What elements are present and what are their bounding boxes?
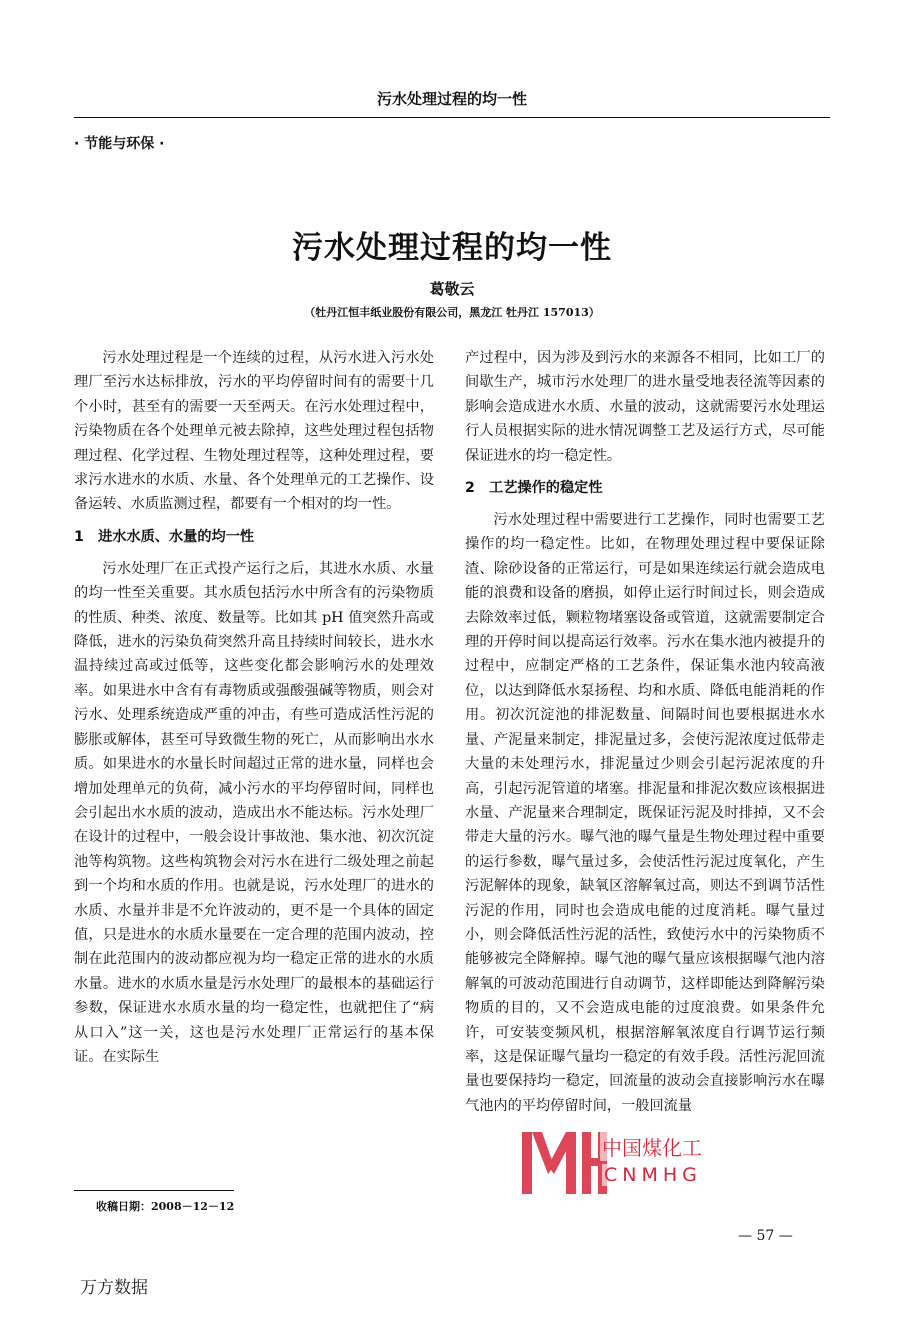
received-date-footnote: 收稿日期：2008－12－12 [96,1200,235,1213]
watermark-logo-icon [520,1130,608,1196]
section-2-heading [465,476,825,500]
section-2-title: 工艺操作的稳定性 [489,480,603,497]
section-1-paragraph-continued: 产过程中，因为涉及到污水的来源各不相同，比如工厂的间歇生产，城市污水处理厂的进水量受地表径流等因素的影响会造成进水水质、水量的波动，这就需要污水处理运行人员根据实际的进水情况调整工艺及运行方式，尽可能保证进水的均一稳定性。 [465,350,825,464]
article-title: 污水处理过程的均一性 [292,229,612,266]
running-header: 污水处理过程的均一性 [376,90,527,108]
watermark-cn-text: 中国煤化工 [600,1132,704,1161]
section-1-title: 进水水质、水量的均一性 [98,528,255,545]
section-1-number: 1 [74,528,84,545]
left-column [74,346,434,1069]
affiliation: （牡丹江恒丰纸业股份有限公司，黑龙江 牡丹江 157013） [304,306,600,319]
header-rule [74,117,830,118]
section-2-paragraph: 污水处理过程中需要进行工艺操作，同时也需要工艺操作的均一稳定性。比如，在物理处理过程中要保证除渣、除砂设备的正常运行，可是如果连续运行就会造成电能的浪费和设备的磨损，如停止运行时间过长，则会造成去除效率过低，颗粒物堵塞设备或管道，这就需要制定合理的开停时间以提高运行效率。污水在集水池内被提升的过程中，应制定严格的工艺条件，保证集水池内较高液位，以达到降低水泵扬程、均和水质、降低电能消耗的作用。初次沉淀池的排泥数量、间隔时间也要根据进水水量、产泥量来制定，排泥量过多，会使污泥浓度过低带走大量的未处理污水，排泥量过少则会引起污泥浓度的升高，引起污泥管道的堵塞。排泥量和排泥次数应该根据进水量、产泥量来合理制定，既保证污泥及时排掉，又不会带走大量的污水。曝气池的曝气量是生物处理过程中重要的运行参数，曝气量过多，会使活性污泥过度氧化，产生污泥解体的现象，缺氧区溶解氧过高，则达不到调节活性污泥的作用，同时也会造成电能的过度消耗。曝气量过小，则会降低活性污泥的活性，致使污水中的污染物质不能够被完全降解掉。曝气池的曝气量应该根据曝气池内溶解氧的可波动范围进行自动调节，这样即能达到降解污染物质的目的，又不会造成电能的过度浪费。如果条件允许，可安装变频风机，根据溶解氧浓度自行调节运行频率，这是保证曝气量均一稳定的有效手段。活性污泥回流量也要保持均一稳定，回流量的波动会直接影响污水在曝气池内的平均停留时间，一般回流量 [465,512,825,1114]
section-1-paragraph: 污水处理厂在正式投产运行之后，其进水水质、水量的均一性至关重要。其水质包括污水中所含有的污染物质的性质、种类、浓度、数量等。比如其 pH 值突然升高或降低，进水的污染负荷突然升高且持续时间较长，进水水温持续过高或过低等，这些变化都会影响污水的处理效率。如果进水中含有有毒物质或强酸强碱等物质，则会对污水、处理系统造成严重的冲击，有些可造成活性污泥的膨胀或解体，甚至可导致微生物的死亡，从而影响出水水质。如果进水的水量长时间超过正常的进水量，同样也会增加处理单元的负荷，减小污水的平均停留时间，同样也会引起出水水质的波动，造成出水不能达标。污水处理厂在设计的过程中，一般会设计事故池、集水池、初次沉淀池等构筑物。这些构筑物会对污水在进行二级处理之前起到一个均和水质的作用。也就是说，污水处理厂的进水的水质、水量并非是不允许波动的，更不是一个具体的固定值，只是进水的水质水量要在一定合理的范围内波动，控制在此范围内的波动都应视为均一稳定正常的进水的水质水量。进水的水质水量是污水处理厂的最根本的基础运行参数，保证进水水质水量的均一稳定性，也就把住了“病从口入”这一关，这也是污水处理厂正常运行的基本保证。在实际生 [74,560,434,1065]
watermark [520,1130,710,1196]
section-2-number: 2 [465,480,475,497]
intro-paragraph: 污水处理过程是一个连续的过程，从污水进入污水处理厂至污水达标排放，污水的平均停留时间有的需要十几个小时，甚至有的需要一天至两天。在污水处理过程中，污染物质在各个处理单元被去除掉，这些处理过程包括物理过程、化学过程、生物处理过程等，这种处理过程，要求污水进水的水质、水量、各个处理单元的工艺操作、设备运转、水质监测过程，都要有一个相对的均一性。 [74,350,434,513]
page-number: — 57 — [738,1228,793,1244]
section-tag: · 节能与环保 · [74,136,165,152]
author: 葛敬云 [429,280,475,298]
right-column [465,346,825,1118]
watermark-en-text: CNMHG [604,1164,702,1186]
source-mark: 万方数据 [80,1278,148,1298]
footnote-rule [74,1190,234,1191]
section-1-heading [74,525,434,549]
